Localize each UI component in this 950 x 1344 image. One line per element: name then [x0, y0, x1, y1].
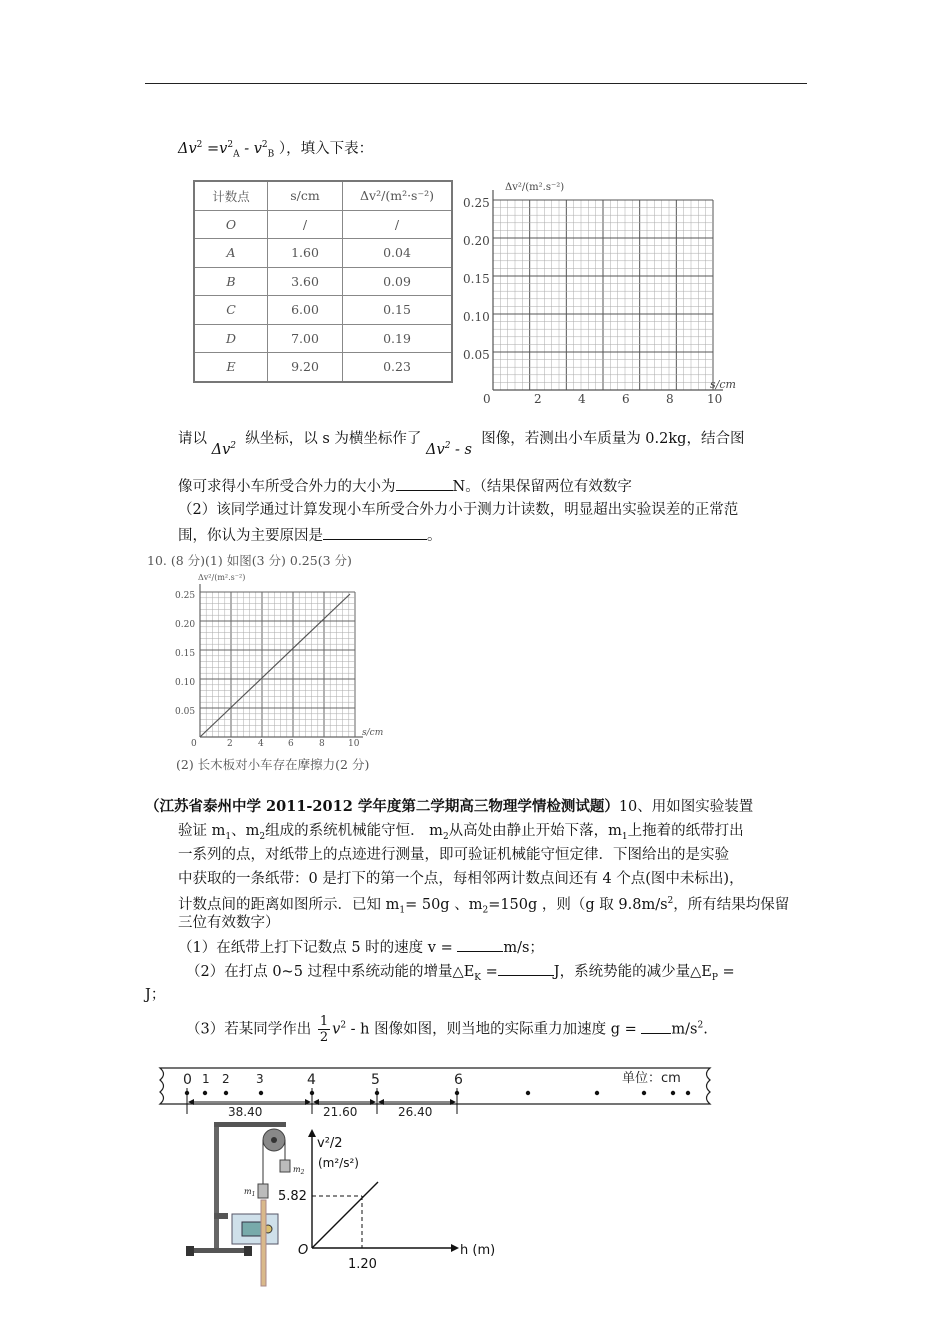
table-cell: E [194, 353, 268, 382]
table-cell: 7.00 [268, 324, 343, 353]
table-cell: / [343, 210, 453, 239]
q2-sub-1 [178, 936, 544, 959]
paper-strip [261, 1200, 266, 1286]
fit-line [200, 594, 350, 737]
grid1-origin: 0 [483, 392, 491, 406]
table-cell: 0.04 [343, 239, 453, 268]
q2-text: = 50g 、m [405, 896, 483, 913]
tape-label: 6 [454, 1072, 463, 1088]
tape-dot [203, 1091, 207, 1095]
answer-xtick: 10 [348, 739, 360, 749]
q2-sub: K [474, 972, 482, 983]
table-row [194, 210, 452, 239]
q2-text: - h 图像如图，则当地的实际重力加速度 g = [346, 1021, 642, 1038]
tape-dot [224, 1091, 228, 1095]
para-text: 图像，若测出小车质量为 0.2kg，结合图 [481, 430, 745, 447]
tape-label: 3 [256, 1072, 264, 1086]
table-header: 计数点 [194, 181, 268, 210]
dv-s-symbol: $\Delta v^2$ - s [426, 441, 472, 458]
answer-blank[interactable] [457, 936, 503, 952]
para-line-3: （2）该同学通过计算发现小车所受合外力小于测力计读数，明显超出实验误差的正常范 [178, 502, 739, 518]
paper-tape [150, 1064, 730, 1124]
tape-dot [526, 1091, 530, 1095]
pulley-axle [271, 1137, 277, 1143]
table-header: s/cm [268, 181, 343, 210]
q2-sub-2 [186, 960, 735, 989]
stand-foot [244, 1246, 252, 1256]
grid1-ytick: 0.15 [463, 272, 490, 286]
answer-grid-chart [170, 572, 385, 747]
half-fraction [318, 1014, 330, 1045]
mass-m2 [280, 1160, 290, 1172]
table-cell: 0.15 [343, 296, 453, 325]
grid1-xtick: 8 [666, 392, 674, 406]
formula-lhs: Δv [178, 140, 197, 157]
tape-unit: 单位：cm [622, 1071, 681, 1086]
table-cell: A [194, 239, 268, 268]
para-text: N。（结果保留两位有效数字 [452, 479, 632, 495]
q2-text: 上拖着的纸带打出 [627, 823, 744, 839]
table-row [194, 239, 452, 268]
grid1-ytick: 0.25 [463, 196, 490, 210]
m1-text: m [244, 1187, 252, 1196]
q2-sub: P [711, 972, 718, 983]
tape-dot [595, 1091, 599, 1095]
tape-label: 1 [202, 1072, 210, 1086]
grid1-lines [493, 190, 723, 390]
stand-pole [214, 1124, 219, 1249]
grid1-ytick: 0.20 [463, 234, 490, 248]
para-text: 像可求得小车所受合外力的大小为 [178, 479, 396, 495]
q2-line-2: 验证 $m_1$、$m_2$组成的系统机械能守恒． $m_2$从高处由静止开始下落，$m_1$上拖着的纸带打出 [178, 823, 744, 842]
m2-sub: 2 [300, 1169, 305, 1176]
answer-ylabel: Δv²/(m².s⁻²) [198, 573, 246, 582]
dv-symbol: $\Delta v^2$ [211, 441, 237, 458]
grid1-xtick: 2 [534, 392, 542, 406]
grid1-ylabel: Δv²/(m².s⁻²) [505, 182, 565, 193]
grid1-xtick: 10 [707, 392, 723, 406]
dv-text: Δv [426, 441, 445, 458]
stand-arm [214, 1122, 286, 1127]
answer-xtick: 6 [288, 739, 294, 749]
table-cell: / [268, 210, 343, 239]
q2-text: m/s [671, 1021, 698, 1038]
answer-ytick: 0.20 [175, 620, 196, 630]
table-cell: 0.23 [343, 353, 453, 382]
v2-h-graph [278, 1125, 522, 1275]
para-text: 。 [427, 528, 442, 544]
formula-line: $\Delta v^2 =v^2_A - v^2_B$ ），填入下表： [178, 140, 374, 160]
answer-footer: (2) 长木板对小车存在摩擦力(2 分) [176, 757, 370, 772]
para-line-2 [178, 475, 632, 498]
grid1-xtick: 6 [622, 392, 630, 406]
m1-sub: 1 [251, 1191, 256, 1198]
table-cell: B [194, 267, 268, 296]
para-text: 请以 [178, 430, 207, 447]
formula-tail: ），填入下表： [278, 140, 374, 157]
table-row [194, 324, 452, 353]
graph2-xlabel: h (m) [460, 1243, 496, 1258]
answer-ytick: 0.10 [175, 678, 196, 688]
q2-text: = [717, 964, 735, 980]
answer-blank[interactable] [641, 1018, 671, 1034]
table-cell: 3.60 [268, 267, 343, 296]
data-table [193, 180, 453, 383]
graph2-yvalue: 5.82 [278, 1189, 307, 1204]
answer-xtick: 4 [258, 739, 264, 749]
tape-dot [642, 1091, 646, 1095]
answer-xlabel: s/cm [362, 728, 384, 738]
answer-ytick: 0.25 [175, 591, 196, 601]
graph2-origin: O [298, 1243, 309, 1258]
q2-text: （1）在纸带上打下记数点 5 时的速度 v = [178, 940, 458, 956]
q2-text: 组成的系统机械能守恒． m [265, 823, 443, 839]
stand-base [186, 1248, 252, 1253]
q2-text: 验证 m [178, 823, 226, 839]
table-header-row [194, 181, 452, 210]
para-text: 围，你认为主要原因是 [178, 528, 323, 544]
q2-text: 从高处由静止开始下落，m [448, 823, 622, 839]
table-cell: C [194, 296, 268, 325]
formula-sub-a: A [233, 149, 240, 160]
q2-text: =150g ，则（g 取 9.8m/s [488, 896, 668, 913]
q2-text: . [703, 1021, 708, 1038]
tape-dot [259, 1091, 263, 1095]
table-cell: 1.60 [268, 239, 343, 268]
table-header: Δv²/(m²·s⁻²) [343, 181, 453, 210]
answer-blank[interactable] [498, 960, 554, 976]
q2-text: （3）若某同学作出 [186, 1021, 312, 1038]
tape-dot [686, 1091, 690, 1095]
table-cell: O [194, 210, 268, 239]
answer-xtick: 2 [227, 739, 233, 749]
m2-text: m [293, 1165, 301, 1174]
header-rule [145, 83, 807, 84]
q2-line-3: 一系列的点，对纸带上的点迹进行测量，即可验证机械能守恒定律．下图给出的是实验 [178, 847, 729, 863]
timer-panel [242, 1222, 262, 1236]
answer-blank[interactable] [396, 475, 453, 491]
clamp [214, 1213, 228, 1219]
tape-label: 2 [222, 1072, 230, 1086]
grid1-xtick: 4 [578, 392, 586, 406]
formula-sub-b: B [267, 149, 275, 160]
answer-origin: 0 [191, 739, 197, 749]
q2-line-5: 计数点间的距离如图所示．已知 $m_1= 50g$ 、$m_2=150g$ ，则（g 取 $9.8m/s^2$，所有结果均保留 [178, 896, 790, 916]
tape-label: 5 [371, 1072, 380, 1088]
graph2-xvalue: 1.20 [348, 1257, 377, 1272]
grid1-ytick: 0.05 [463, 348, 490, 362]
tape-label: 0 [183, 1072, 192, 1088]
label-m1 [244, 1187, 255, 1198]
dv-text: Δv [211, 441, 231, 458]
graph2-ylabel: v²/2 [317, 1136, 343, 1151]
grid1-xlabel: s/cm [710, 378, 736, 391]
tape-distance: 21.60 [323, 1105, 358, 1119]
answer-ytick: 0.15 [175, 649, 196, 659]
q2-line-1 [145, 796, 753, 818]
tape-label: 4 [307, 1072, 316, 1088]
para-text: 纵坐标，以 s 为横坐标作了 [245, 430, 422, 447]
mass-m1 [258, 1184, 268, 1198]
v2-line [312, 1182, 378, 1248]
tape-distance: 26.40 [398, 1105, 433, 1119]
para-line-1 [178, 424, 745, 458]
q2-source: （江苏省泰州中学 2011-2012 学年度第二学期高三物理学情检测试题） [145, 798, 619, 815]
formula-eq: =v [207, 140, 228, 157]
q2-text: = [481, 964, 498, 980]
table-row [194, 353, 452, 382]
q2-text: v [332, 1021, 341, 1038]
q2-text: m/s； [503, 940, 544, 956]
fraction-num: 1 [319, 1014, 329, 1029]
grid1-ytick: 0.10 [463, 310, 490, 324]
q2-sub-2-tail: J； [145, 987, 166, 1003]
q2-line-4: 中获取的一条纸带：0 是打下的第一个点，每相邻两计数点间还有 4 个点(图中未标出)， [178, 871, 744, 887]
blank-grid-chart [455, 178, 735, 413]
answer-ytick: 0.05 [175, 707, 196, 717]
answer-header: 10. (8 分)(1) 如图(3 分) 0.25(3 分) [147, 553, 352, 568]
q2-text: 、m [231, 823, 260, 839]
tape-distance: 38.40 [228, 1105, 263, 1119]
graph2-yunit: (m²/s²) [318, 1156, 359, 1170]
q2-sub-3: （3）若某同学作出 $\frac{1}{2}$ $v^2$ - h 图像如图，则当地的实际重力加速度 $g = m/s^2$. [186, 1014, 708, 1045]
table-cell: 6.00 [268, 296, 343, 325]
q2-text: 计数点间的距离如图所示．已知 m [178, 896, 400, 913]
table-cell: 0.19 [343, 324, 453, 353]
x-arrow [451, 1244, 459, 1252]
table-cell: 9.20 [268, 353, 343, 382]
q2-text: 10、用如图实验装置 [618, 799, 754, 815]
stand-foot [186, 1246, 194, 1256]
q2-text: （2）在打点 0~5 过程中系统动能的增量△E [186, 964, 475, 980]
q2-text: ，所有结果均保留 [673, 896, 790, 913]
q2-line-6: 三位有效数字） [178, 915, 280, 931]
answer-blank[interactable] [323, 524, 427, 540]
s-text: - s [450, 441, 472, 458]
tape-dot [671, 1091, 675, 1095]
table-cell: D [194, 324, 268, 353]
q2-text: J，系统势能的减少量△E [553, 964, 712, 980]
table-cell: 0.09 [343, 267, 453, 296]
y-arrow [308, 1129, 316, 1137]
para-line-4 [178, 524, 442, 547]
answer-xtick: 8 [319, 739, 325, 749]
table-row [194, 267, 452, 296]
fraction-den: 2 [319, 1030, 329, 1045]
table-row [194, 296, 452, 325]
formula-minus: - v [244, 140, 262, 157]
